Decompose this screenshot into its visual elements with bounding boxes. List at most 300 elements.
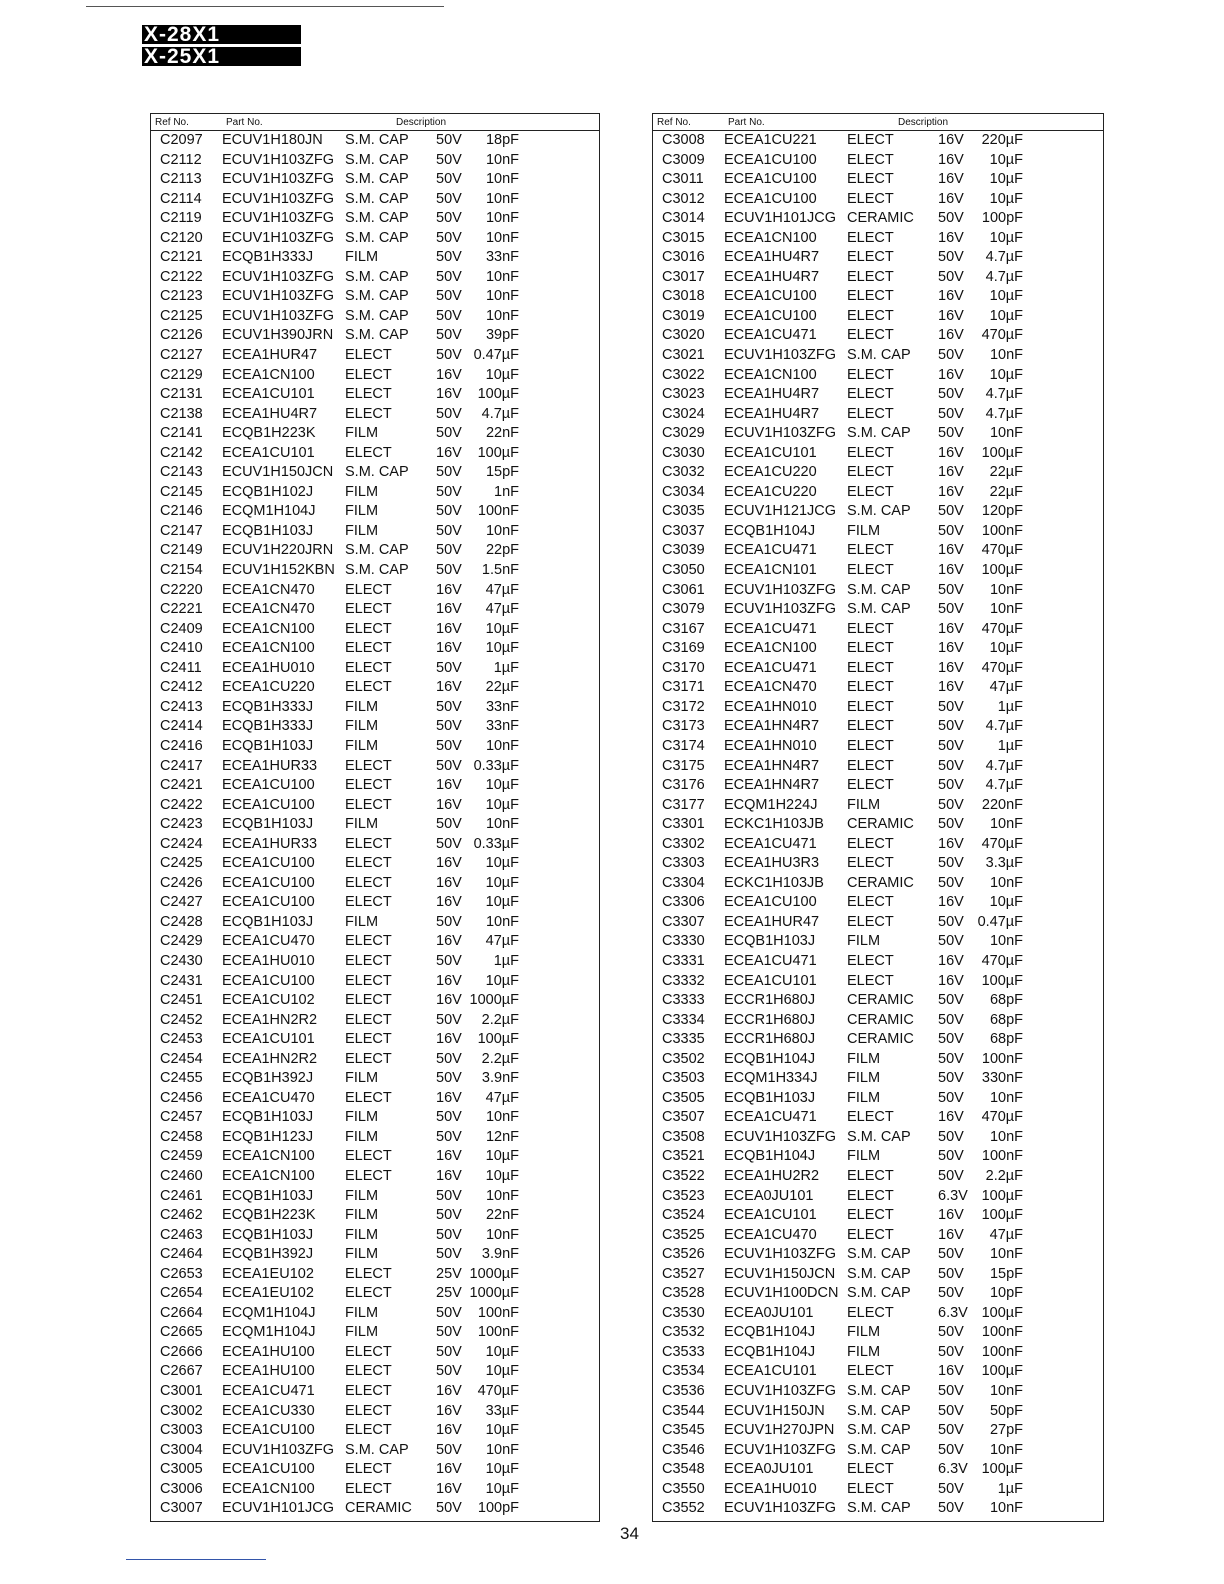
value: 33nF: [485, 718, 519, 735]
voltage: 50V: [938, 386, 964, 403]
ref-no: C2114: [160, 190, 202, 207]
part-no: ECCR1H680J: [724, 1031, 816, 1048]
table-row: [653, 874, 1103, 894]
ref-no: C2154: [160, 562, 203, 579]
ref-no: C2426: [160, 874, 203, 891]
voltage: 16V: [938, 1226, 964, 1243]
part-type: FILM: [345, 737, 379, 754]
value: 10µF: [485, 777, 519, 794]
value: 1µF: [997, 737, 1023, 754]
part-no: ECEA1CN470: [222, 601, 315, 618]
value: 100nF: [477, 503, 519, 520]
table-row: [151, 1128, 599, 1148]
voltage: 16V: [436, 366, 462, 383]
part-no: ECEA1CU471: [724, 542, 817, 559]
part-no: ECUV1H103ZFG: [724, 1500, 837, 1517]
ref-no: C2121: [160, 249, 203, 266]
table-row: [151, 893, 599, 913]
table-row: [151, 1362, 599, 1382]
table-row: [151, 1050, 599, 1070]
table-row: [653, 248, 1103, 268]
part-type: ELECT: [847, 132, 894, 148]
part-type: ELECT: [345, 796, 392, 813]
table-row: [151, 581, 599, 601]
table-row: [653, 757, 1103, 777]
part-no: ECEA1CU100: [724, 190, 817, 207]
part-no: ECQB1H104J: [724, 1343, 816, 1360]
table-row: [151, 913, 599, 933]
table-row: [653, 1108, 1103, 1128]
voltage: 16V: [436, 1031, 462, 1048]
ref-no: C3019: [662, 307, 705, 324]
part-type: S.M. CAP: [847, 601, 911, 618]
value: 0.33µF: [473, 835, 519, 852]
voltage: 50V: [938, 1070, 964, 1087]
table-row: [653, 1245, 1103, 1265]
model-label-1: X-28X1: [142, 25, 301, 44]
voltage: 50V: [436, 1304, 462, 1321]
ref-no: C2665: [160, 1324, 203, 1341]
table-row: [653, 229, 1103, 249]
table-row: [653, 1343, 1103, 1363]
ref-no: C3011: [662, 171, 704, 188]
part-no: ECEA1HU4R7: [724, 405, 820, 422]
part-no: ECUV1H103ZFG: [724, 1246, 837, 1263]
table-row: [653, 1284, 1103, 1304]
part-no: ECEA1CU471: [724, 327, 817, 344]
ref-no: C2457: [160, 1109, 203, 1126]
value: 10nF: [485, 737, 519, 754]
part-type: S.M. CAP: [345, 464, 409, 481]
value: 10nF: [989, 1441, 1023, 1458]
part-no: ECQB1H333J: [222, 718, 314, 735]
voltage: 16V: [436, 972, 462, 989]
part-type: ELECT: [345, 1265, 392, 1282]
value: 39pF: [485, 327, 519, 344]
table-row: [653, 1362, 1103, 1382]
part-type: ELECT: [847, 718, 894, 735]
part-type: ELECT: [847, 679, 894, 696]
part-type: FILM: [847, 1343, 881, 1360]
value: 470µF: [981, 327, 1023, 344]
part-no: ECEA1CN100: [724, 366, 817, 383]
ref-no: C3333: [662, 992, 705, 1009]
value: 22µF: [989, 483, 1023, 500]
part-type: ELECT: [847, 249, 894, 266]
part-no: ECEA1HU010: [222, 659, 315, 676]
table-row: [653, 1441, 1103, 1461]
ref-no: C3079: [662, 601, 705, 618]
voltage: 50V: [938, 249, 964, 266]
part-no: ECEA1HU010: [724, 1480, 817, 1497]
part-type: S.M. CAP: [847, 1128, 911, 1145]
table-row: [653, 815, 1103, 835]
table-row: [653, 268, 1103, 288]
part-no: ECUV1H103ZFG: [724, 1383, 837, 1399]
value: 27pF: [989, 1422, 1023, 1439]
ref-no: C3545: [662, 1422, 705, 1439]
part-no: ECEA1HN4R7: [724, 777, 820, 794]
value: 2.2µF: [481, 1050, 519, 1067]
part-type: ELECT: [345, 1343, 392, 1360]
value: 22nF: [485, 425, 519, 442]
ref-no: C3035: [662, 503, 705, 520]
top-rule: [86, 6, 444, 7]
voltage: 50V: [436, 1128, 462, 1145]
voltage: 50V: [436, 249, 462, 266]
part-no: ECUV1H103ZFG: [724, 1441, 837, 1458]
part-type: CERAMIC: [847, 874, 914, 891]
voltage: 16V: [938, 444, 964, 461]
value: 10µF: [989, 229, 1023, 246]
value: 10µF: [485, 1363, 519, 1380]
ref-no: C3301: [662, 816, 705, 833]
table-row: [151, 717, 599, 737]
voltage: 50V: [436, 835, 462, 852]
value: 10µF: [485, 855, 519, 872]
part-type: ELECT: [345, 620, 392, 637]
voltage: 50V: [938, 210, 964, 227]
part-type: S.M. CAP: [345, 132, 409, 148]
part-no: ECQB1H333J: [222, 698, 314, 715]
voltage: 16V: [436, 620, 462, 637]
col-description-header: Description: [898, 117, 949, 128]
value: 10nF: [485, 171, 519, 188]
part-type: S.M. CAP: [345, 190, 409, 207]
table-row: [151, 796, 599, 816]
table-row: [653, 561, 1103, 581]
table-row: [653, 1069, 1103, 1089]
voltage: 50V: [436, 347, 462, 364]
voltage: 50V: [938, 698, 964, 715]
voltage: 50V: [938, 1011, 964, 1028]
part-type: ELECT: [345, 1148, 392, 1165]
ref-no: C2410: [160, 640, 203, 657]
value: 47µF: [485, 1089, 519, 1106]
part-type: CERAMIC: [847, 210, 914, 227]
part-no: ECEA1CN100: [222, 1480, 315, 1497]
part-type: ELECT: [847, 952, 894, 969]
table-row: [151, 1441, 599, 1461]
part-no: ECUV1H220JRN: [222, 542, 334, 559]
voltage: 50V: [436, 1324, 462, 1341]
value: 10nF: [485, 913, 519, 930]
value: 15pF: [989, 1265, 1023, 1282]
part-no: ECUV1H390JRN: [222, 327, 334, 344]
value: 1000µF: [469, 1285, 519, 1302]
part-no: ECEA1CU471: [724, 835, 817, 852]
part-no: ECEA1CU101: [222, 386, 315, 403]
ref-no: C3523: [662, 1187, 705, 1204]
part-type: ELECT: [345, 1050, 392, 1067]
part-no: ECQB1H392J: [222, 1246, 314, 1263]
voltage: 50V: [938, 1089, 964, 1106]
part-no: ECEA1HUR47: [724, 913, 820, 930]
table-row: [151, 698, 599, 718]
part-type: ELECT: [345, 386, 392, 403]
value: 10nF: [485, 151, 519, 168]
ref-no: C3039: [662, 542, 705, 559]
table-row: [653, 366, 1103, 386]
value: 18pF: [485, 132, 519, 148]
ref-no: C2412: [160, 679, 203, 696]
ref-no: C2429: [160, 933, 203, 950]
value: 10nF: [989, 933, 1023, 950]
ref-no: C3015: [662, 229, 705, 246]
value: 10nF: [485, 229, 519, 246]
part-type: ELECT: [847, 855, 894, 872]
voltage: 50V: [938, 1480, 964, 1497]
table-row: [653, 581, 1103, 601]
table-row: [653, 307, 1103, 327]
part-no: ECEA1CU100: [724, 151, 817, 168]
ref-no: C3331: [662, 952, 705, 969]
voltage: 50V: [436, 268, 462, 285]
value: 10nF: [989, 816, 1023, 833]
table-row: [653, 1480, 1103, 1500]
voltage: 50V: [436, 1343, 462, 1360]
table-row: [151, 757, 599, 777]
part-no: ECEA1CU100: [222, 777, 315, 794]
part-type: ELECT: [847, 288, 894, 305]
table-row: [151, 561, 599, 581]
voltage: 50V: [436, 171, 462, 188]
value: 10nF: [485, 816, 519, 833]
table-row: [653, 1226, 1103, 1246]
ref-no: C3335: [662, 1031, 705, 1048]
ref-no: C2666: [160, 1343, 203, 1360]
part-type: ELECT: [847, 386, 894, 403]
voltage: 50V: [436, 288, 462, 305]
voltage: 16V: [938, 1363, 964, 1380]
part-type: S.M. CAP: [345, 1441, 409, 1458]
value: 4.7µF: [985, 405, 1023, 422]
value: 4.7µF: [985, 718, 1023, 735]
ref-no: C3526: [662, 1246, 705, 1263]
part-type: ELECT: [847, 268, 894, 285]
value: 120pF: [981, 503, 1023, 520]
part-type: ELECT: [847, 151, 894, 168]
table-row: [653, 991, 1103, 1011]
voltage: 50V: [938, 1265, 964, 1282]
voltage: 50V: [436, 425, 462, 442]
part-no: ECQB1H102J: [222, 483, 314, 500]
part-type: ELECT: [847, 640, 894, 657]
value: 10µF: [485, 796, 519, 813]
part-no: ECEA1CN470: [222, 581, 315, 598]
value: 2.2µF: [985, 1167, 1023, 1184]
part-type: ELECT: [847, 698, 894, 715]
part-no: ECEA1HU100: [222, 1363, 315, 1380]
part-type: ELECT: [847, 620, 894, 637]
ref-no: C2416: [160, 737, 203, 754]
part-type: S.M. CAP: [847, 1402, 911, 1419]
part-no: ECEA1HN4R7: [724, 757, 820, 774]
part-type: FILM: [345, 425, 379, 442]
part-no: ECUV1H103ZFG: [222, 307, 335, 324]
part-type: FILM: [345, 522, 379, 539]
part-type: S.M. CAP: [847, 1285, 911, 1302]
ref-no: C3525: [662, 1226, 705, 1243]
ref-no: C3533: [662, 1343, 705, 1360]
table-row: [653, 209, 1103, 229]
part-no: ECUV1H101JCG: [222, 1500, 335, 1517]
voltage: 16V: [436, 679, 462, 696]
voltage: 16V: [938, 1109, 964, 1126]
ref-no: C2460: [160, 1167, 203, 1184]
value: 1.5nF: [481, 562, 519, 579]
part-no: ECEA1CU100: [222, 855, 315, 872]
voltage: 50V: [436, 190, 462, 207]
voltage: 50V: [938, 1128, 964, 1145]
table-row: [151, 1499, 599, 1519]
value: 33nF: [485, 249, 519, 266]
voltage: 50V: [938, 425, 964, 442]
ref-no: C2423: [160, 816, 203, 833]
table-row: [653, 346, 1103, 366]
value: 100nF: [981, 1324, 1023, 1341]
value: 47µF: [989, 679, 1023, 696]
value: 10µF: [485, 640, 519, 657]
ref-no: C2112: [160, 151, 202, 168]
voltage: 16V: [938, 327, 964, 344]
value: 220nF: [981, 796, 1023, 813]
part-no: ECEA1CN100: [222, 640, 315, 657]
ref-no: C2145: [160, 483, 203, 500]
table-row: [653, 1460, 1103, 1480]
table-row: [653, 483, 1103, 503]
voltage: 50V: [938, 1031, 964, 1048]
value: 10nF: [485, 190, 519, 207]
voltage: 16V: [938, 562, 964, 579]
part-no: ECEA1CU100: [724, 307, 817, 324]
part-type: S.M. CAP: [847, 1422, 911, 1439]
value: 100nF: [981, 1148, 1023, 1165]
part-type: FILM: [345, 1304, 379, 1321]
voltage: 50V: [938, 1422, 964, 1439]
value: 100µF: [981, 562, 1023, 579]
table-row: [151, 1030, 599, 1050]
part-no: ECUV1H180JN: [222, 132, 323, 148]
part-no: ECEA1CU220: [724, 464, 817, 481]
voltage: 16V: [436, 855, 462, 872]
table-row: [653, 737, 1103, 757]
part-type: FILM: [847, 1050, 881, 1067]
value: 470µF: [981, 952, 1023, 969]
voltage: 50V: [938, 1246, 964, 1263]
part-no: ECQB1H392J: [222, 1070, 314, 1087]
part-no: ECEA1CU100: [222, 1422, 315, 1439]
ref-no: C3536: [662, 1383, 705, 1399]
part-type: FILM: [847, 933, 881, 950]
ref-no: C2428: [160, 913, 203, 930]
part-no: ECEA1CU101: [724, 1363, 817, 1380]
ref-no: C3307: [662, 913, 705, 930]
part-type: FILM: [847, 522, 881, 539]
value: 33µF: [485, 1402, 519, 1419]
part-no: ECEA1HU100: [222, 1343, 315, 1360]
table-row: [653, 444, 1103, 464]
voltage: 16V: [938, 1207, 964, 1224]
ref-no: C2097: [160, 132, 203, 148]
part-no: ECEA1CU100: [222, 894, 315, 911]
table-row: [653, 1089, 1103, 1109]
voltage: 50V: [436, 1011, 462, 1028]
ref-no: C3018: [662, 288, 705, 305]
table-row: [653, 972, 1103, 992]
ref-no: C2141: [160, 425, 203, 442]
table-row: [151, 972, 599, 992]
part-type: S.M. CAP: [847, 581, 911, 598]
part-type: S.M. CAP: [847, 1265, 911, 1282]
table-row: [151, 248, 599, 268]
part-type: ELECT: [847, 366, 894, 383]
value: 68pF: [989, 992, 1023, 1009]
part-type: S.M. CAP: [345, 542, 409, 559]
voltage: 16V: [938, 307, 964, 324]
part-type: ELECT: [847, 483, 894, 500]
part-type: ELECT: [345, 347, 392, 364]
part-type: S.M. CAP: [345, 562, 409, 579]
value: 10nF: [485, 288, 519, 305]
part-no: ECEA1HN2R2: [222, 1011, 318, 1028]
ref-no: C3550: [662, 1480, 705, 1497]
value: 10µF: [485, 1480, 519, 1497]
ref-no: C3003: [160, 1422, 203, 1439]
part-no: ECQB1H104J: [724, 1148, 816, 1165]
part-type: ELECT: [847, 542, 894, 559]
value: 10nF: [485, 1187, 519, 1204]
value: 10µF: [989, 151, 1023, 168]
table-row: [653, 639, 1103, 659]
value: 22nF: [485, 1207, 519, 1224]
value: 100µF: [981, 444, 1023, 461]
table-row: [653, 502, 1103, 522]
voltage: 50V: [436, 1050, 462, 1067]
part-no: ECEA1CN470: [724, 679, 817, 696]
voltage: 50V: [938, 1402, 964, 1419]
part-type: ELECT: [345, 405, 392, 422]
value: 100nF: [981, 1050, 1023, 1067]
table-row: [653, 1206, 1103, 1226]
voltage: 6.3V: [938, 1461, 968, 1478]
value: 10nF: [989, 1246, 1023, 1263]
ref-no: C2411: [160, 659, 202, 676]
value: 10nF: [485, 210, 519, 227]
part-type: S.M. CAP: [847, 425, 911, 442]
table-row: [653, 678, 1103, 698]
part-type: ELECT: [847, 659, 894, 676]
table-row: [151, 287, 599, 307]
table-row: [151, 874, 599, 894]
value: 4.7µF: [985, 777, 1023, 794]
part-no: ECQB1H103J: [222, 816, 314, 833]
table-header: [653, 114, 1103, 131]
part-type: ELECT: [345, 992, 392, 1009]
value: 3.3µF: [985, 855, 1023, 872]
ref-no: C3527: [662, 1265, 705, 1282]
col-description-header: Description: [396, 117, 447, 128]
ref-no: C2461: [160, 1187, 203, 1204]
part-no: ECEA1CN100: [222, 1167, 315, 1184]
table-row: [653, 1030, 1103, 1050]
part-type: ELECT: [345, 1167, 392, 1184]
table-row: [653, 1402, 1103, 1422]
ref-no: C2120: [160, 229, 203, 246]
table-row: [151, 1480, 599, 1500]
part-no: ECEA1CU100: [724, 171, 817, 188]
table-row: [653, 600, 1103, 620]
